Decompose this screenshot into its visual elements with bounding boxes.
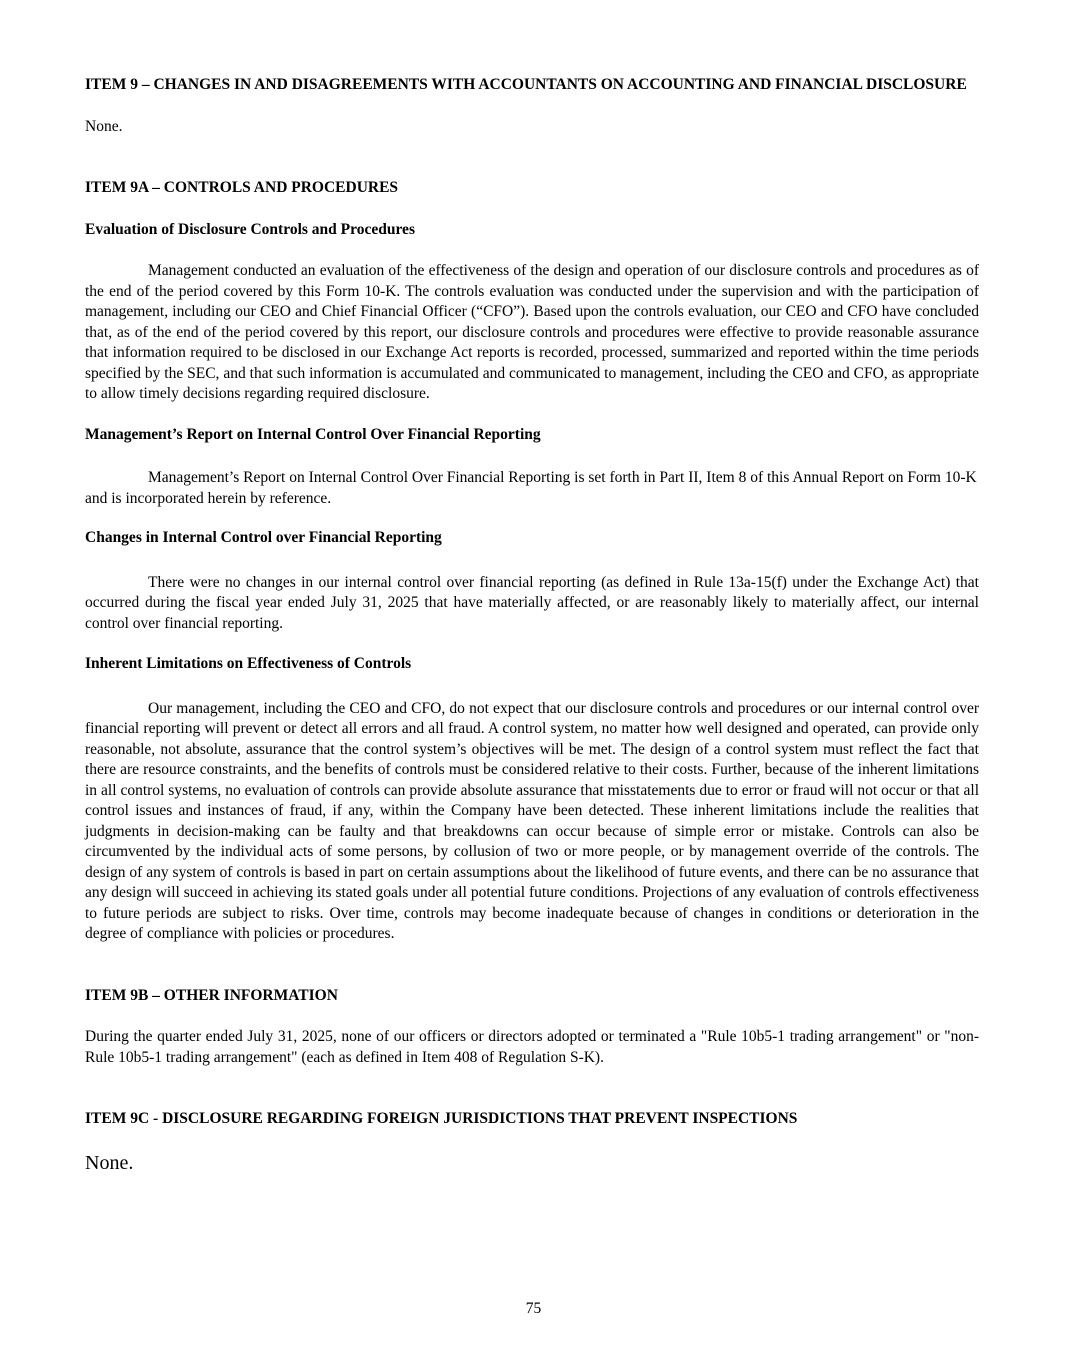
limitations-subheading: Inherent Limitations on Effectiveness of Controls xyxy=(85,655,412,672)
item-9a-heading: ITEM 9A – CONTROLS AND PROCEDURES xyxy=(85,179,399,196)
item-9-body: None. xyxy=(85,117,123,135)
item-9a-section xyxy=(85,178,979,945)
item-9c-body: None. xyxy=(85,1151,134,1174)
management-report-paragraph: Management’s Report on Internal Control Over Financial Reporting is set forth in Part II, Item 8 of this Annual Report on Form 10-K and is incorporated herein by reference. xyxy=(85,469,977,507)
item-9c-section xyxy=(85,1109,979,1175)
document-page xyxy=(85,75,979,1175)
item-9-heading: ITEM 9 – CHANGES IN AND DISAGREEMENTS WITH ACCOUNTANTS ON ACCOUNTING AND FINANCIAL DISCLOSURE xyxy=(85,76,967,93)
limitations-paragraph: Our management, including the CEO and CFO, do not expect that our disclosure controls and procedures or our internal control over financial reporting will prevent or detect all errors and all fraud. A control system, no matter how well designed and operated, can provide only reasonable, not absolute, assurance that the control system’s objectives will be met. The design of a control system must reflect the fact that there are resource constraints, and the benefits of controls must be considered relative to their costs. Further, because of the inherent limitations in all control systems, no evaluation of controls can provide absolute assurance that misstatements due to error or fraud will not occur or that all control issues and instances of fraud, if any, within the Company have been detected. These inherent limitations include the realities that judgments in decision-making can be faulty and that breakdowns can occur because of simple error or mistake. Controls can also be circumvented by the individual acts of some persons, by collusion of two or more people, or by management override of the controls. The design of any system of controls is based in part on certain assumptions about the likelihood of future events, and there can be no assurance that any design will succeed in achieving its stated goals under all potential future conditions. Projections of any evaluation of controls effectiveness to future periods are subject to risks. Over time, controls may become inadequate because of changes in conditions or deterioration in the degree of compliance with policies or procedures. xyxy=(85,699,979,942)
evaluation-subheading: Evaluation of Disclosure Controls and Procedures xyxy=(85,220,415,238)
item-9b-body: During the quarter ended July 31, 2025, none of our officers or directors adopted or terminated a "Rule 10b5-1 trading arrangement" or "non-Rule 10b5-1 trading arrangement" (each as defined in Item 408 of Regulation S-K). xyxy=(85,1028,979,1066)
page-number: 75 xyxy=(525,1300,542,1317)
changes-subheading: Changes in Internal Control over Financial Reporting xyxy=(85,529,442,546)
item-9-section xyxy=(85,75,979,137)
evaluation-paragraph: Management conducted an evaluation of the effectiveness of the design and operation of our disclosure controls and procedures as of the end of the period covered by this Form 10-K. The controls evaluation was conducted under the supervision and with the participation of management, including our CEO and Chief Financial Officer (“CFO”). Based upon the controls evaluation, our CEO and CFO have concluded that, as of the end of the period covered by this report, our disclosure controls and procedures were effective to provide reasonable assurance that information required to be disclosed in our Exchange Act reports is recorded, processed, summarized and reported within the time periods specified by the SEC, and that such information is accumulated and communicated to management, including the CEO and CFO, as appropriate to allow timely decisions regarding required disclosure. xyxy=(85,262,979,402)
management-report-subheading: Management’s Report on Internal Control Over Financial Reporting xyxy=(85,425,541,443)
item-9b-heading: ITEM 9B – OTHER INFORMATION xyxy=(85,986,338,1004)
item-9c-heading: ITEM 9C - DISCLOSURE REGARDING FOREIGN JURISDICTIONS THAT PREVENT INSPECTIONS xyxy=(85,1110,798,1127)
changes-paragraph: There were no changes in our internal control over financial reporting (as defined in Rule 13a-15(f) under the Exchange Act) that occurred during the fiscal year ended July 31, 2025 that have materially affected, or are reasonably likely to materially affect, our internal control over financial reporting. xyxy=(85,573,979,632)
item-9b-section xyxy=(85,986,979,1069)
